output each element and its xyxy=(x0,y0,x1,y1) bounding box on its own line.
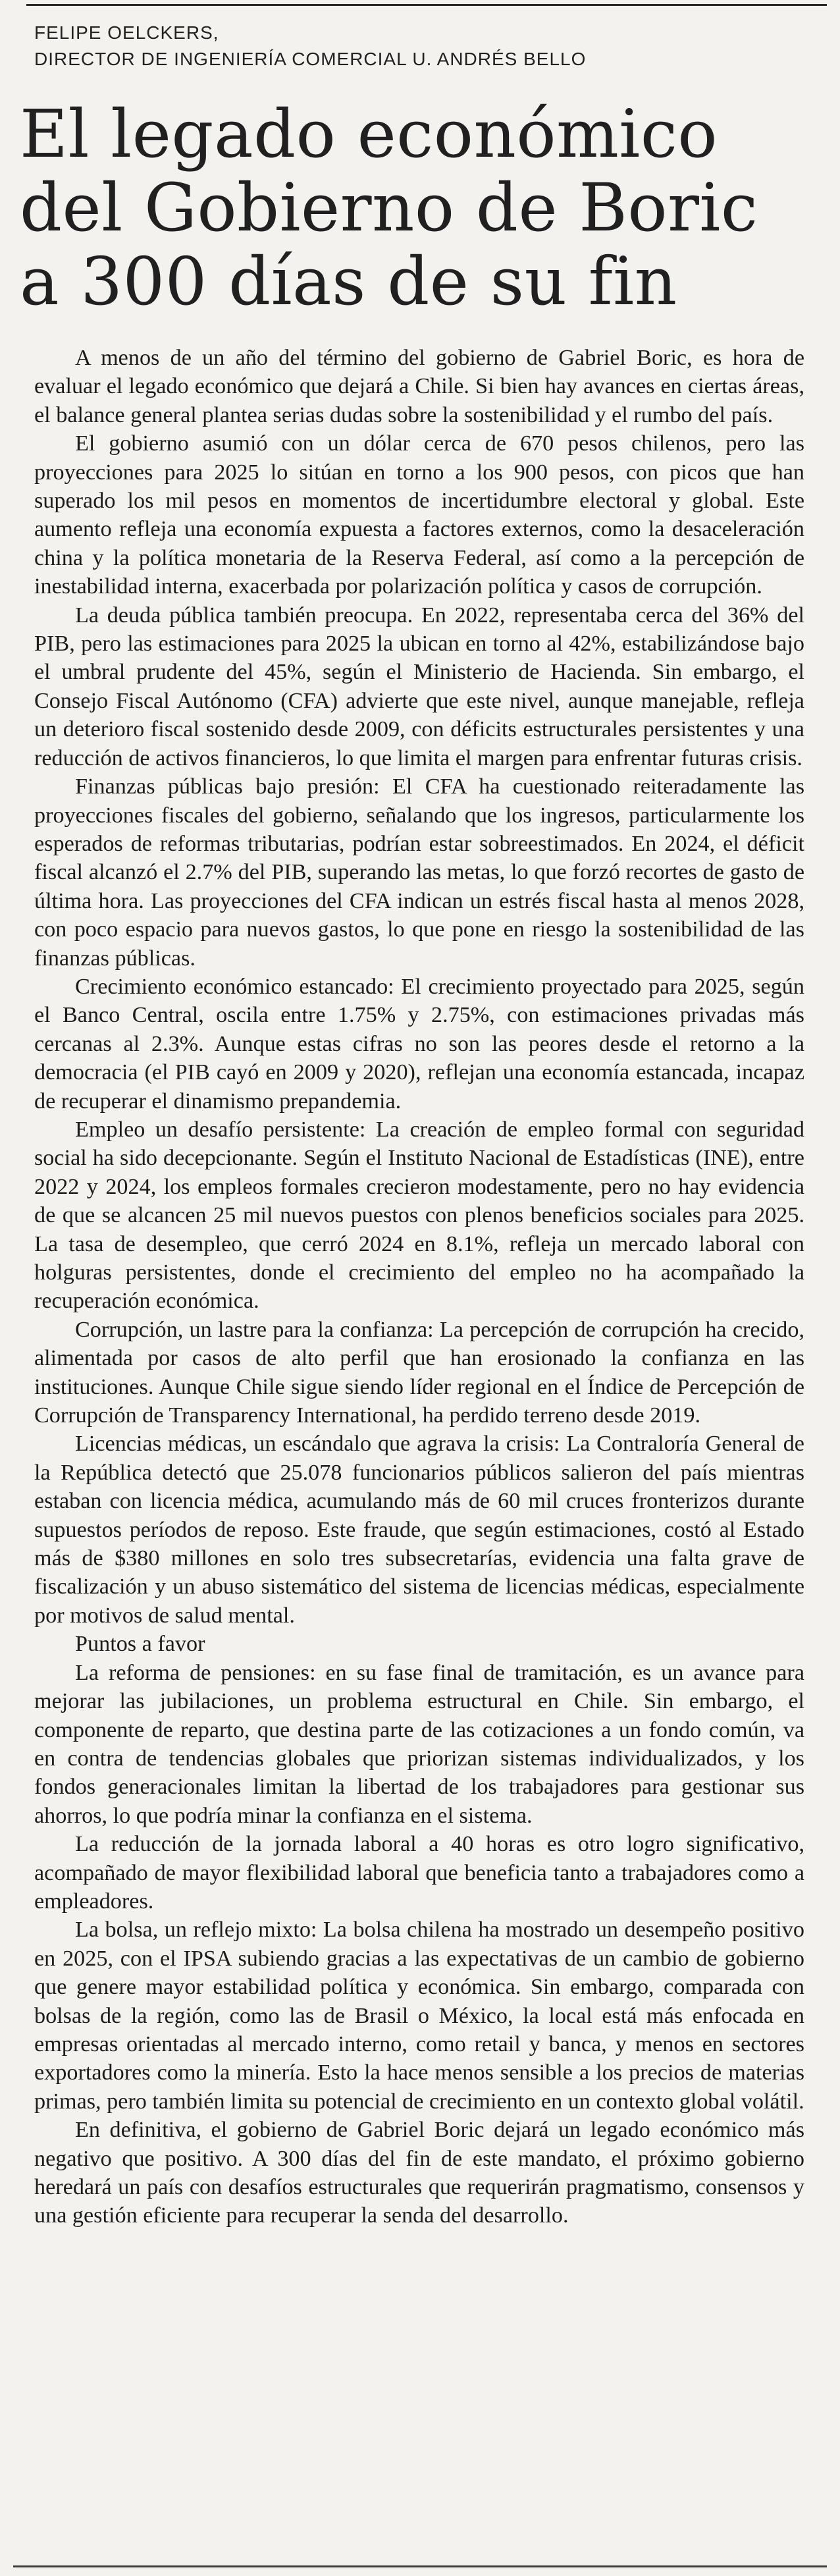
article-headline xyxy=(20,97,823,319)
paragraph-dollar: El gobierno asumió con un dólar cerca de 670 pesos chilenos, pero las proyecciones para 2025 lo sitúan en torno a los 900 pesos, con picos que han superado los mil pesos en momentos de incertidumbre electoral y global. Este aumento refleja una economía expuesta a factores externos, como la desaceleración china y la política monetaria de la Reserva Federal, así como a la percepción de inestabilidad interna, exacerbada por polarización política y casos de corrupción. xyxy=(34,431,804,599)
paragraph-conclusion: En definitiva, el gobierno de Gabriel Boric dejará un legado económico más negativo que positivo. A 300 días del fin de este mandato, el próximo gobierno heredará un país con desafíos estructurales que requerirán pragmatismo, consensos y una gestión eficiente para recuperar la senda del desarrollo. xyxy=(34,2118,804,2228)
article-body xyxy=(34,344,804,2230)
headline-line-2: del Gobierno de Boric xyxy=(20,169,758,246)
subheading-positive-points: Puntos a favor xyxy=(75,1632,205,1657)
top-divider xyxy=(26,4,827,6)
headline-line-1: El legado económico xyxy=(20,95,718,173)
author-byline xyxy=(34,20,811,72)
paragraph-public-debt: La deuda pública también preocupa. En 2022, representaba cerca del 36% del PIB, pero las estimaciones para 2025 la ubican en torno al 42%, estabilizándose bajo el umbral prudente del 45%, según el Ministerio de Hacienda. Sin embargo, el Consejo Fiscal Autónomo (CFA) advierte que este nivel, aunque manejable, refleja un deterioro fiscal sostenido desde 2009, con déficits estructurales persistentes y una reducción de activos financieros, lo que limita el margen para enfrentar futuras crisis. xyxy=(34,603,804,770)
paragraph-employment: Empleo un desafío persistente: La creación de empleo formal con seguridad social ha sido decepcionante. Según el Instituto Nacional de Estadísticas (INE), entre 2022 y 2024, los empleos formales crecieron modestamente, pero no hay evidencia de que se alcancen 25 mil nuevos puestos con plenos beneficios sociales para 2025. La tasa de desempleo, que cerró 2024 en 8.1%, refleja un mercado laboral con holguras persistentes, donde el crecimiento del empleo no ha acompañado la recuperación económica. xyxy=(34,1117,804,1314)
paragraph-stock-market: La bolsa, un reflejo mixto: La bolsa chilena ha mostrado un desempeño positivo en 2025, con el IPSA subiendo gracias a las expectativas de un cambio de gobierno que genere mayor estabilidad política y económica. Sin embargo, comparada con bolsas de la región, como las de Brasil o México, la local está más enfocada en empresas orientadas al mercado interno, como retail y banca, y menos en sectores exportadores como la minería. Esto la hace menos sensible a los precios de materias primas, pero también limita su potencial de crecimiento en un contexto global volátil. xyxy=(34,1918,804,2114)
author-name: FELIPE OELCKERS, xyxy=(34,22,219,43)
paragraph-medical-leave: Licencias médicas, un escándalo que agrava la crisis: La Contraloría General de la República detectó que 25.078 funcionarios públicos salieron del país mientras estaban con licencia médica, acumulando más de 60 mil cruces fronterizos durante supuestos períodos de reposo. Este fraude, que según estimaciones, costó al Estado más de $380 millones en solo tres subsecretarías, evidencia una falta grave de fiscalización y un abuso sistemático del sistema de licencias médicas, especialmente por motivos de salud mental. xyxy=(34,1432,804,1628)
paragraph-work-hours: La reducción de la jornada laboral a 40 horas es otro logro significativo, acompañado de mayor flexibilidad laboral que beneficia tanto a trabajadores como a empleadores. xyxy=(34,1832,804,1914)
section-banner-cropped xyxy=(26,0,816,3)
paragraph-pension-reform: La reforma de pensiones: en su fase final de tramitación, es un avance para mejorar las jubilaciones, un problema estructural en Chile. Sin embargo, el componente de reparto, que destina parte de las cotizaciones a un fondo común, va en contra de tendencias globales que priorizan sistemas individualizados, y los fondos generacionales limitan la libertad de los trabajadores para gestionar sus ahorros, lo que podría minar la confianza en el sistema. xyxy=(34,1660,804,1828)
paragraph-corruption: Corrupción, un lastre para la confianza: La percepción de corrupción ha crecido, alimentada por casos de alto perfil que han erosionado la confianza en las instituciones. Aunque Chile sigue siendo líder regional en el Índice de Percepción de Corrupción de Transparency International, ha perdido terreno desde 2019. xyxy=(34,1317,804,1428)
paragraph-public-finances: Finanzas públicas bajo presión: El CFA ha cuestionado reiteradamente las proyecciones fiscales del gobierno, señalando que los ingresos, particularmente los esperados de reformas tributarias, podrían estar sobreestimados. En 2024, el déficit fiscal alcanzó el 2.7% del PIB, superando las metas, lo que forzó recortes de gasto de última hora. Las proyecciones del CFA indican un estrés fiscal hasta al menos 2028, con poco espacio para nuevos gastos, lo que pone en riesgo la sostenibilidad de las finanzas públicas. xyxy=(34,774,804,971)
headline-line-3: a 300 días de su fin xyxy=(20,243,677,320)
paragraph-intro: A menos de un año del término del gobierno de Gabriel Boric, es hora de evaluar el legado económico que dejará a Chile. Si bien hay avances en ciertas áreas, el balance general plantea serias dudas sobre la sostenibilidad y el rumbo del país. xyxy=(34,346,804,427)
paragraph-growth: Crecimiento económico estancado: El crecimiento proyectado para 2025, según el Banco Central, oscila entre 1.75% y 2.75%, con estimaciones privadas más cercanas al 2.3%. Aunque estas cifras no son las peores desde el retorno a la democracia (el PIB cayó en 2009 y 2020), reflejan una economía estancada, incapaz de recuperar el dinamismo prepandemia. xyxy=(34,974,804,1114)
author-role: DIRECTOR DE INGENIERÍA COMERCIAL U. ANDRÉS BELLO xyxy=(34,49,587,69)
bottom-divider xyxy=(13,2565,827,2567)
